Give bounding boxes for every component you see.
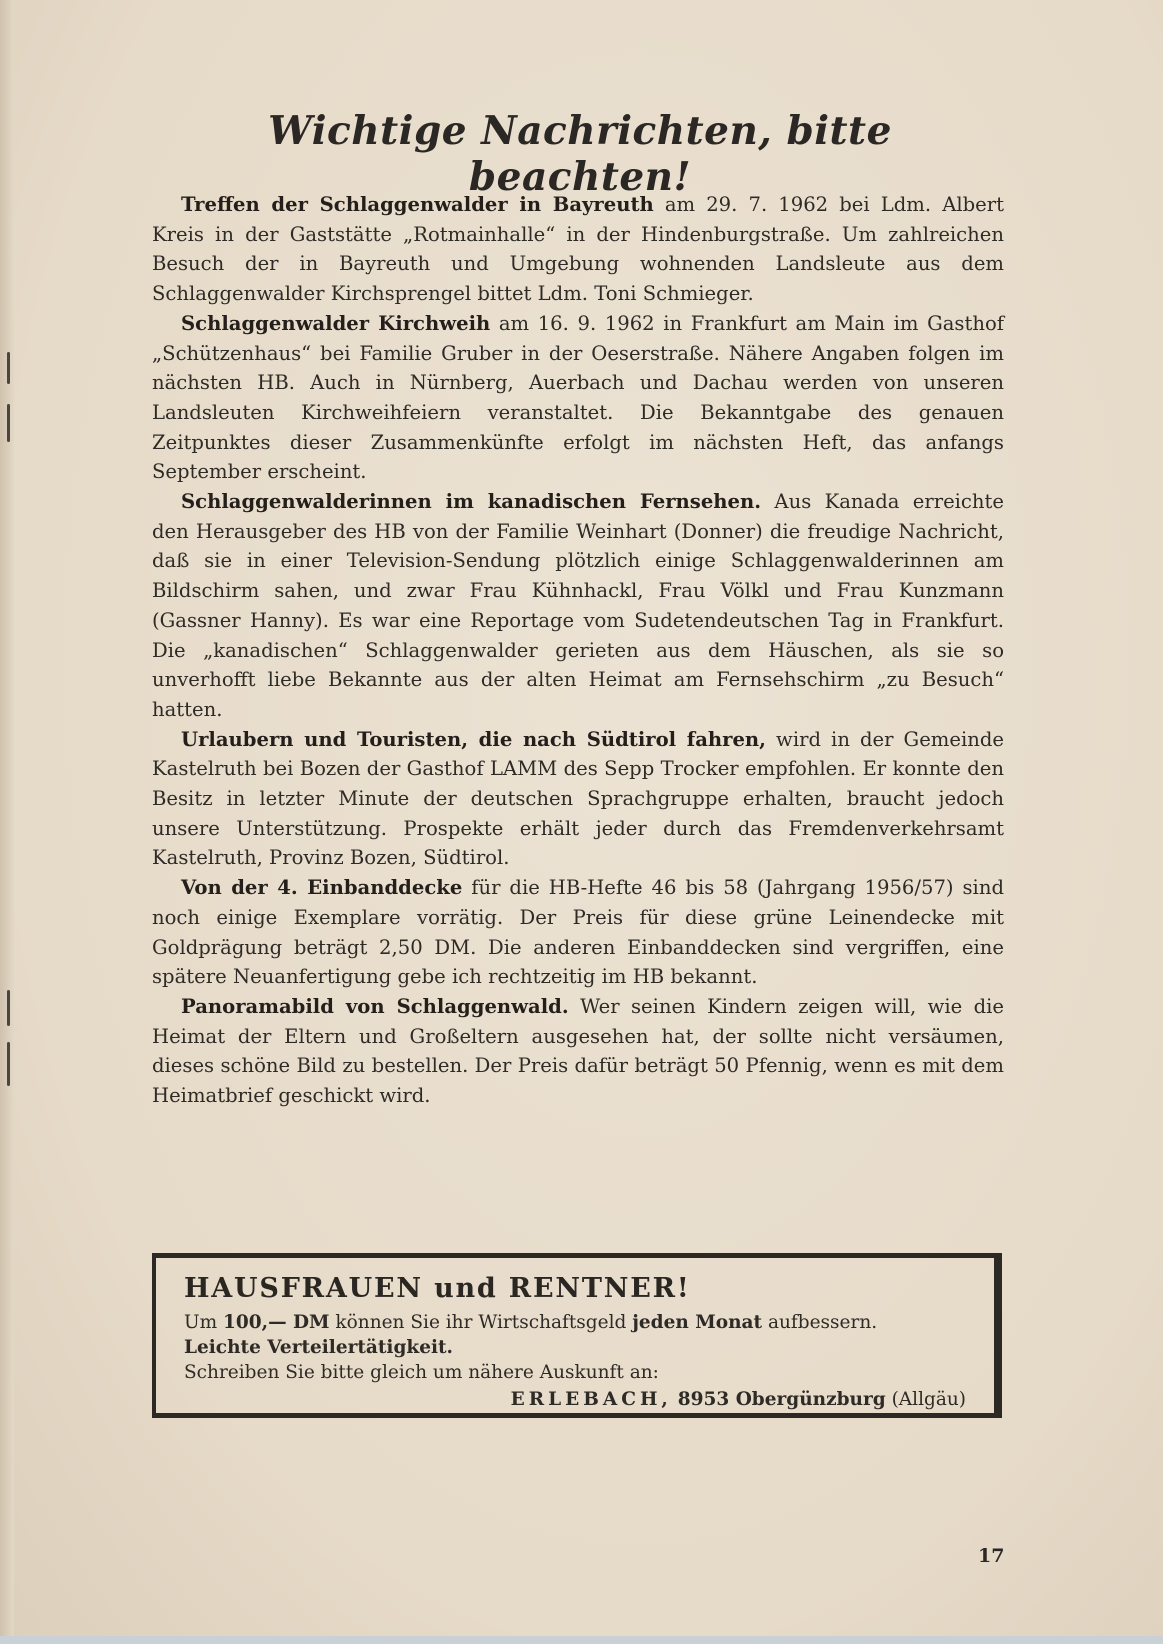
- advertisement-box: [152, 1253, 1002, 1418]
- news-item-lead: Treffen der Schlaggenwalder in Bayreuth: [181, 193, 654, 216]
- ad-contact-line: Schreiben Sie bitte gleich um nähere Auskunft an:: [184, 1362, 659, 1383]
- ad-job-line: [184, 1335, 966, 1360]
- news-item: [152, 873, 1004, 992]
- ad-job-text: Leichte Verteilertätigkeit.: [184, 1337, 453, 1358]
- news-item-text: Wer seinen Kindern zeigen will, wie die Heimat der Eltern und Großeltern ausgesehen hat, der sollte nicht versäumen, dieses schöne Bild zu bestellen. Der Preis dafür beträgt 50 Pfennig, wenn es mit dem Heimatbrief geschickt wird.: [152, 994, 1005, 1108]
- ad-offer-middle: können Sie ihr Wirtschaftsgeld: [329, 1312, 633, 1333]
- news-item-text: am 16. 9. 1962 in Frankfurt am Main im Gasthof „Schützenhaus“ bei Familie Gruber in der Oeserstraße. Nähere Angaben folgen im nächsten HB. Auch in Nürnberg, Auerbach und Dachau werden von unseren Landsleuten Kirchweihfeiern veranstaltet. Die Bekanntgabe des genauen Zeitpunktes dieser Zusammenkünfte erfolgt im nächsten Heft, das anfangs September erscheint.: [152, 311, 1004, 484]
- news-item-lead: Von der 4. Einbanddecke: [181, 876, 463, 900]
- news-item-text: Aus Kanada erreichte den Herausgeber des HB von der Familie Weinhart (Donner) die freudige Nachricht, daß sie in einer Television-Sendung plötzlich einige Schlaggenwalderinnen am Bildschirm sahen, und zwar Frau Kühnhackl, Frau Völkl und Frau Kunzmann (Gassner Hanny). Es war eine Reportage vom Sudetendeutschen Tag in Frankfurt. Die „kanadischen“ Schlaggenwalder gerieten aus dem Häuschen, als sie so unverhofft liebe Bekannte aus der alten Heimat am Fernsehschirm „zu Besuch“ hatten.: [152, 490, 1004, 721]
- ad-address-city: 8953 Obergünzburg: [677, 1389, 886, 1410]
- ad-offer-amount: 100,— DM: [223, 1312, 330, 1333]
- news-item: [152, 725, 1004, 874]
- news-article-list: [152, 190, 1004, 1111]
- ad-address: [184, 1387, 966, 1413]
- news-item-text: wird in der Gemeinde Kastelruth bei Bozen der Gasthof LAMM des Sepp Trocker empfohlen. Er konnte den Besitz in letzter Minute der deutschen Sprachgruppe erhalten, braucht jedoch unsere Unterstützung. Prospekte erhält jeder durch das Fremdenverkehrsamt Kastelruth, Provinz Bozen, Südtirol.: [152, 727, 1004, 870]
- ad-address-name: ERLEBACH,: [510, 1389, 672, 1410]
- ad-offer-frequency: jeden Monat: [632, 1312, 763, 1333]
- page-headline: Wichtige Nachrichten, bitte beachten!: [268, 108, 892, 200]
- ad-address-region: (Allgäu): [891, 1389, 966, 1410]
- ad-offer-line: [184, 1310, 966, 1335]
- page-number: 17: [978, 1545, 1005, 1567]
- news-item-lead: Panoramabild von Schlaggenwald.: [181, 994, 569, 1018]
- news-item-lead: Schlaggenwalder Kirchweih: [181, 311, 491, 335]
- ad-offer-prefix: Um: [184, 1312, 224, 1333]
- news-item: [152, 190, 1004, 309]
- news-item-text: am 29. 7. 1962 bei Ldm. Albert Kreis in der Gaststätte „Rotmainhalle“ in der Hindenburgstraße. Um zahlreichen Besuch der in Bayreuth und Umgebung wohnenden Landsleute aus dem Schlaggenwalder Kirchsprengel bittet Ldm. Toni Schmieger.: [152, 193, 1005, 306]
- staple-bottom: [7, 990, 10, 1026]
- news-item: [152, 487, 1004, 725]
- binding-edge: [0, 0, 14, 1644]
- ad-offer-suffix: aufbessern.: [762, 1312, 878, 1333]
- scan-bottom-edge: [0, 1636, 1163, 1644]
- staple-bottom-lower: [7, 1042, 10, 1086]
- news-item-lead: Schlaggenwalderinnen im kanadischen Fernsehen.: [181, 490, 762, 514]
- news-item-lead: Urlaubern und Touristen, die nach Südtirol fahren,: [181, 727, 766, 751]
- staple-top: [7, 352, 10, 384]
- news-item: [152, 992, 1004, 1111]
- news-item-text: für die HB-Hefte 46 bis 58 (Jahrgang 1956/57) sind noch einige Exemplare vorrätig. Der Preis für diese grüne Leinendecke mit Goldprägung beträgt 2,50 DM. Die anderen Einbanddecken sind vergriffen, eine spätere Neuanfertigung gebe ich rechtzeitig im HB bekannt.: [152, 876, 1004, 989]
- ad-title: HAUSFRAUEN und RENTNER!: [184, 1273, 691, 1304]
- news-item: [152, 309, 1004, 487]
- staple-top-lower: [7, 404, 10, 442]
